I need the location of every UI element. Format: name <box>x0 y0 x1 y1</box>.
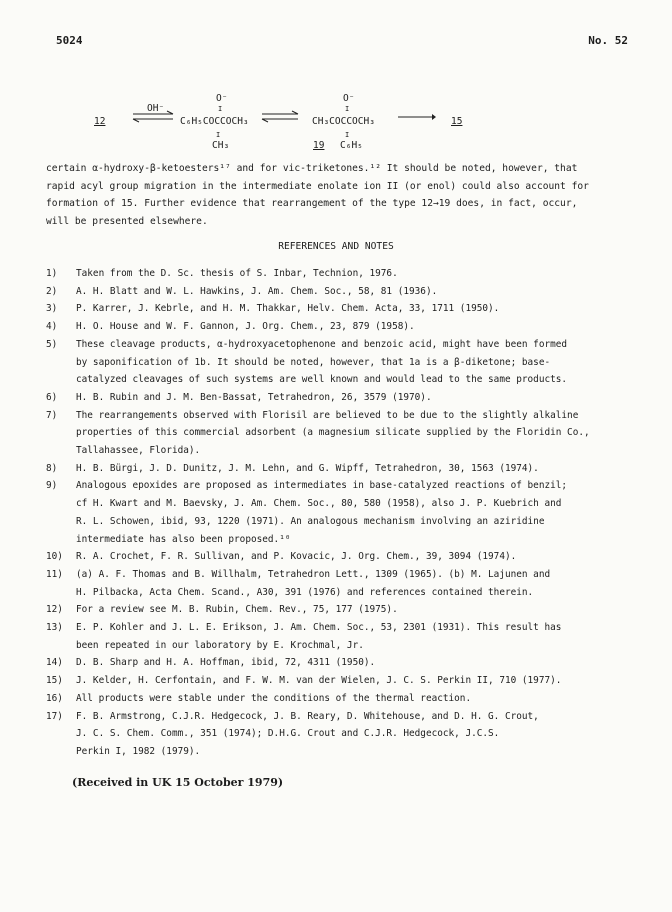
journal-issue-number: No. 52 <box>588 34 628 47</box>
reference-item <box>46 566 636 601</box>
reference-text: A. H. Blatt and W. L. Hawkins, J. Am. Chem. Soc., 58, 81 (1936). <box>76 285 438 297</box>
reagent-hydroxide: OH⁻ <box>147 103 165 114</box>
reference-text: J. Kelder, H. Cerfontain, and F. W. M. van der Wielen, J. C. S. Perkin II, 710 (1977). <box>76 675 562 687</box>
reference-number: 13) <box>46 622 63 634</box>
reaction-arrow <box>396 112 436 122</box>
page-number: 5024 <box>56 34 83 47</box>
reference-item <box>46 283 636 301</box>
right-bond-lower: I <box>345 131 350 139</box>
reference-item <box>46 389 636 407</box>
reference-number: 5) <box>46 338 58 350</box>
reference-number: 14) <box>46 657 63 669</box>
reference-number: 17) <box>46 710 63 722</box>
reference-number: 11) <box>46 568 63 580</box>
reference-text: All products were stable under the conditions of the thermal reaction. <box>76 692 472 704</box>
reference-item <box>46 407 636 460</box>
received-date-note: (Received in UK 15 October 1979) <box>72 776 284 789</box>
reference-number: 4) <box>46 321 58 333</box>
reference-item <box>46 654 636 672</box>
left-bond-lower: I <box>216 131 221 139</box>
reference-text: E. P. Kohler and J. L. E. Erikson, J. Am. Chem. Soc., 53, 2301 (1931). This result has been repeated in our laboratory by E. Krochmal, Jr. <box>76 622 562 651</box>
reference-text: For a review see M. B. Rubin, Chem. Rev., 75, 177 (1975). <box>76 604 398 616</box>
reference-text: F. B. Armstrong, C.J.R. Hedgecock, J. B. Reary, D. Whitehouse, and D. H. G. Crout, J. C. S. Chem. Comm., 351 (1974); D.H.G. Crout and C.J.R. Hedgecock, J.C.S. Perkin I, 1982 (1979). <box>76 710 539 757</box>
reference-item <box>46 300 636 318</box>
reference-text: These cleavage products, α-hydroxyacetophenone and benzoic acid, might have been formed by saponification of 1b. It should be noted, however, that 1a is a β-diketone; base- catalyzed cleavages of such systems are well known and would lead to the same products. <box>76 338 568 386</box>
reference-text: H. B. Rubin and J. M. Ben-Bassat, Tetrahedron, 26, 3579 (1970). <box>76 391 432 403</box>
reference-text: Taken from the D. Sc. thesis of S. Inbar, Technion, 1976. <box>76 268 398 279</box>
reference-text: The rearrangements observed with Florisil are believed to be due to the slightly alkaline properties of this commercial adsorbent (a magnesium silicate supplied by the Floridin Co., Tallahassee, Florida). <box>76 409 590 457</box>
paragraph-line: will be presented elsewhere. <box>46 215 208 227</box>
reference-item <box>46 477 636 548</box>
reference-number: 3) <box>46 303 58 315</box>
reference-text: P. Karrer, J. Kebrle, and H. M. Thakkar, Helv. Chem. Acta, 33, 1711 (1950). <box>76 303 500 315</box>
body-paragraph <box>46 160 636 230</box>
left-intermediate-formula: C₆H₅COCCOCH₃ <box>180 116 249 127</box>
left-oxyanion: O⁻ <box>216 93 228 104</box>
right-bond: I <box>345 105 350 113</box>
reference-number: 2) <box>46 285 58 297</box>
reference-text: R. A. Crochet, F. R. Sullivan, and P. Kovacic, J. Org. Chem., 39, 3094 (1974). <box>76 551 517 563</box>
left-bond: I <box>218 105 223 113</box>
reference-number: 16) <box>46 692 63 704</box>
reference-item <box>46 318 636 336</box>
reference-item <box>46 548 636 566</box>
reference-text: H. B. Bürgi, J. D. Dunitz, J. M. Lehn, and G. Wipff, Tetrahedron, 30, 1563 (1974). <box>76 462 539 474</box>
paragraph-line: certain α-hydroxy-β-ketoesters¹⁷ and for vic-triketones.¹² It should be noted, however, that <box>46 163 578 174</box>
equilibrium-arrow-1 <box>131 110 175 124</box>
reference-item <box>46 601 636 619</box>
compound-15-label: 15 <box>451 116 463 127</box>
reference-number: 8) <box>46 462 58 474</box>
reference-item <box>46 336 636 389</box>
equilibrium-arrow-2 <box>260 110 300 124</box>
reference-item <box>46 619 636 654</box>
references-heading: REFERENCES AND NOTES <box>278 241 394 252</box>
paragraph-line: formation of 15. Further evidence that rearrangement of the type 12→19 does, in fact, occur, <box>46 198 578 209</box>
reference-number: 12) <box>46 604 63 616</box>
compound-19-label: 19 <box>313 140 325 151</box>
paragraph-line: rapid acyl group migration in the intermediate enolate ion II (or enol) could also account for <box>46 180 589 192</box>
reference-text: D. B. Sharp and H. A. Hoffman, ibid, 72, 4311 (1950). <box>76 657 376 669</box>
right-oxyanion: O⁻ <box>343 93 355 104</box>
reference-text: (a) A. F. Thomas and B. Willhalm, Tetrahedron Lett., 1309 (1965). (b) M. Lajunen and H. Pilbacka, Acta Chem. Scand., A30, 391 (1976) and references contained therein. <box>76 568 551 598</box>
reference-item <box>46 690 636 708</box>
right-phenyl-substituent: C₆H₅ <box>340 140 363 151</box>
reference-item <box>46 708 636 761</box>
reference-number: 9) <box>46 480 58 492</box>
compound-12-label: 12 <box>94 116 106 127</box>
reference-text: Analogous epoxides are proposed as intermediates in base-catalyzed reactions of benzil; cf H. Kwart and M. Baevsky, J. Am. Chem. Soc., 80, 580 (1958), also J. P. Kuebrich and R. L. Schowen, ibid, 93, 1220 (1971). An analogous mechanism involving an aziridine intermediate has also been proposed.¹⁰ <box>76 480 568 545</box>
reference-number: 10) <box>46 551 63 563</box>
reference-text: H. O. House and W. F. Gannon, J. Org. Chem., 23, 879 (1958). <box>76 321 415 333</box>
reference-item <box>46 265 636 283</box>
references-list <box>46 265 636 761</box>
reference-number: 1) <box>46 268 58 279</box>
reference-number: 15) <box>46 675 63 687</box>
reference-number: 6) <box>46 391 58 403</box>
reference-number: 7) <box>46 409 58 421</box>
reference-item <box>46 460 636 478</box>
left-methyl-substituent: CH₃ <box>212 140 230 151</box>
reference-item <box>46 672 636 690</box>
right-intermediate-formula: CH₃COCCOCH₃ <box>312 116 375 127</box>
